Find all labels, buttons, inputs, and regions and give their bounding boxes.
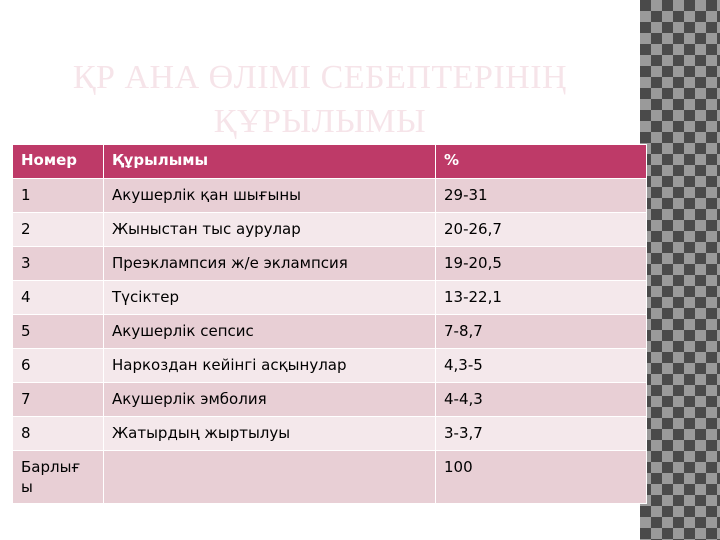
cell-number: 6 xyxy=(13,349,104,383)
cell-number: 5 xyxy=(13,315,104,349)
cell-number: 3 xyxy=(13,247,104,281)
slide-title: ҚР АНА ӨЛІМІ СЕБЕПТЕРІНІҢ ҚҰРЫЛЫМЫ xyxy=(72,59,568,140)
cell-number: 2 xyxy=(13,213,104,247)
table-row-total xyxy=(13,451,647,504)
cell-percent: 4,3-5 xyxy=(436,349,647,383)
cell-percent: 13-22,1 xyxy=(436,281,647,315)
cell-percent: 4-4,3 xyxy=(436,383,647,417)
cell-structure: Преэклампсия ж/е эклампсия xyxy=(104,247,436,281)
table-header-row xyxy=(13,145,647,179)
cell-number: 4 xyxy=(13,281,104,315)
cell-total-percent: 100 xyxy=(436,451,647,504)
table-row xyxy=(13,281,647,315)
decorative-pattern-strip xyxy=(640,0,720,540)
table-row xyxy=(13,315,647,349)
cell-percent: 19-20,5 xyxy=(436,247,647,281)
cell-percent: 3-3,7 xyxy=(436,417,647,451)
header-structure: Құрылымы xyxy=(104,145,436,179)
cell-percent: 20-26,7 xyxy=(436,213,647,247)
table-row xyxy=(13,383,647,417)
cell-structure: Наркоздан кейінгі асқынулар xyxy=(104,349,436,383)
cell-number: 1 xyxy=(13,179,104,213)
table-row xyxy=(13,349,647,383)
cell-total-label: Барлығ ы xyxy=(13,451,104,504)
causes-table xyxy=(12,144,647,504)
table-row xyxy=(13,179,647,213)
cell-number: 8 xyxy=(13,417,104,451)
header-percent: % xyxy=(436,145,647,179)
cell-structure: Түсіктер xyxy=(104,281,436,315)
table-row xyxy=(13,247,647,281)
cell-structure: Акушерлік қан шығыны xyxy=(104,179,436,213)
cell-structure: Жатырдың жыртылуы xyxy=(104,417,436,451)
cell-structure: Акушерлік сепсис xyxy=(104,315,436,349)
cell-number: 7 xyxy=(13,383,104,417)
cell-structure: Акушерлік эмболия xyxy=(104,383,436,417)
header-number: Номер xyxy=(13,145,104,179)
table-row xyxy=(13,213,647,247)
cell-percent: 29-31 xyxy=(436,179,647,213)
table-row xyxy=(13,417,647,451)
cell-percent: 7-8,7 xyxy=(436,315,647,349)
cell-structure: Жыныстан тыс аурулар xyxy=(104,213,436,247)
cell-total-structure xyxy=(104,451,436,504)
